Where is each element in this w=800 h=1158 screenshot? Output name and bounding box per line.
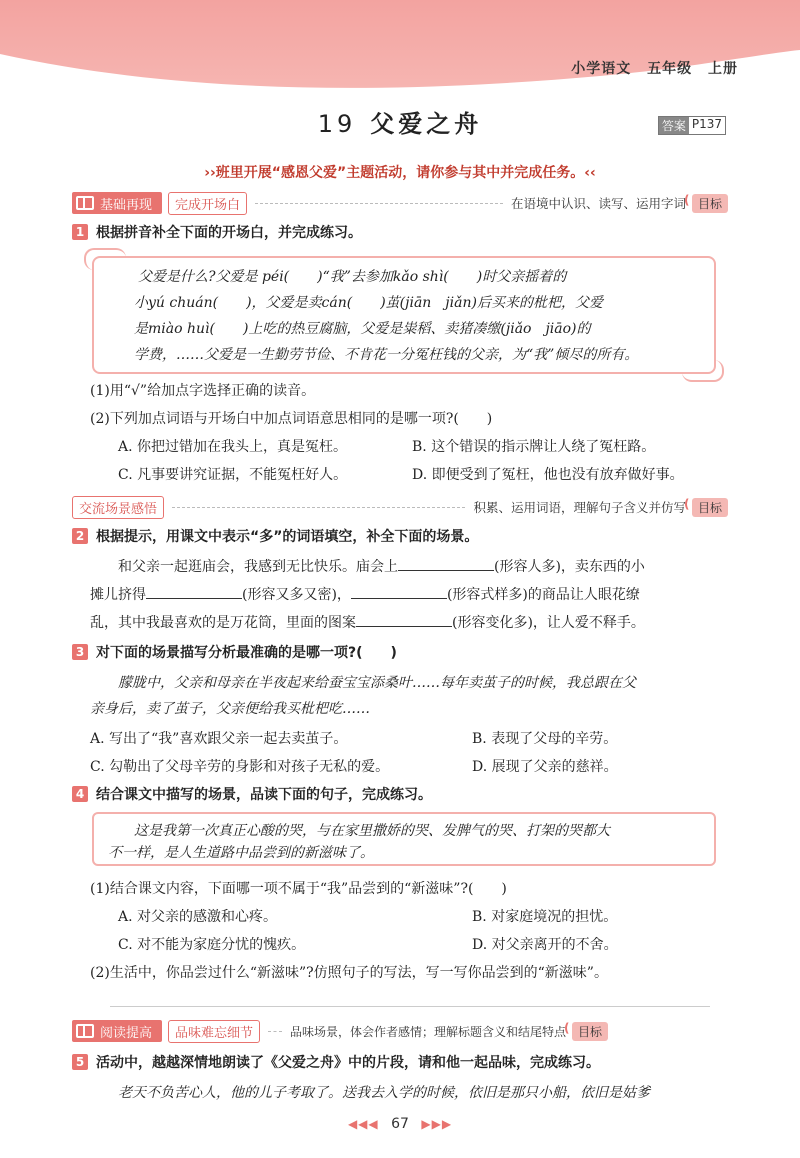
section-basics-goal: 在语境中认识、读写、运用字词 xyxy=(510,196,686,211)
option-a: A. 你把过错加在我头上，真是冤枉。 xyxy=(118,439,348,455)
fill-text: (形容又多又密)， xyxy=(242,587,351,603)
quote-line: 不一样，是人生道路中品尝到的新滋味了。 xyxy=(108,845,374,861)
section-reading xyxy=(72,1018,728,1044)
option-d: D. 即便受到了冤枉，他也没有放弃做好事。 xyxy=(412,467,684,483)
question-text: 根据拼音补全下面的开场白，并完成练习。 xyxy=(96,225,362,241)
question-text: 活动中，越越深情地朗读了《父爱之舟》中的片段，请和他一起品味，完成练习。 xyxy=(96,1055,600,1071)
passage-line: 小yú chuán( )，父爱是卖cán( )茧(jiān jiǎn)后买来的枇杷，父爱 xyxy=(134,295,603,311)
q5-passage: 老天不负苦心人，他的儿子考取了。送我去入学的时候，依旧是那只小船，依旧是姑爹 xyxy=(118,1085,650,1101)
right-arrows-icon: ▶▶▶ xyxy=(421,1117,453,1131)
option-d: D. 对父亲离开的不舍。 xyxy=(472,937,618,953)
answer-blank[interactable] xyxy=(351,584,447,599)
section-reading-tag xyxy=(72,1020,162,1042)
q4-sub-question-1: (1)结合课文内容，下面哪一项不属于“我”品尝到的“新滋味”?( ) xyxy=(90,881,507,897)
page-footer xyxy=(0,1116,800,1132)
question-number: 4 xyxy=(72,786,88,802)
goal-badge: ( 目标 xyxy=(572,1022,608,1041)
fill-text: 摊儿挤得 xyxy=(90,587,146,603)
answer-blank[interactable] xyxy=(356,612,452,627)
section-basics-tag xyxy=(72,192,162,214)
answer-blank[interactable] xyxy=(398,556,494,571)
q3-passage-line: 朦胧中，父亲和母亲在半夜起来给蚕宝宝添桑叶……每年卖茧子的时候，我总跟在父 xyxy=(118,675,636,691)
question-1-heading xyxy=(72,222,732,242)
section-basics-subtitle: 完成开场白 xyxy=(168,192,247,215)
subject-label: 小学语文 xyxy=(571,61,632,77)
option-c: C. 凡事要讲究证据，不能冤枉好人。 xyxy=(118,467,348,483)
left-arrows-icon: ◀◀◀ xyxy=(347,1117,379,1131)
passage-line: 父爱是什么?父爱是 péi( )“我”去参加kǎo shì( )时父亲摇着的 xyxy=(138,269,567,285)
lesson-name: 父爱之舟 xyxy=(370,110,483,138)
question-2-heading xyxy=(72,526,732,546)
quote-box xyxy=(92,812,716,866)
section-reading-subtitle: 品味难忘细节 xyxy=(168,1020,260,1043)
fill-text: (形容变化多)，让人爱不释手。 xyxy=(452,615,645,631)
passage-line: 是miào huì( )上吃的热豆腐脑，父爱是粜稻、卖猪凑缴(jiǎo jiāo)的 xyxy=(134,321,591,337)
goal-badge: ( 目标 xyxy=(692,498,728,517)
grade-label: 五年级 xyxy=(647,61,693,77)
divider xyxy=(172,507,465,508)
q1-sub-question-2: (2)下列加点词语与开场白中加点词语意思相同的是哪一项?( ) xyxy=(90,411,493,427)
page-number: 67 xyxy=(391,1116,409,1132)
question-4-heading xyxy=(72,784,732,804)
quote-line: 这是我第一次真正心酸的哭，与在家里撒娇的哭、发脾气的哭、打架的哭都大 xyxy=(134,823,610,839)
question-5-heading xyxy=(72,1052,732,1072)
lesson-number: 19 xyxy=(317,110,357,138)
section-scene-subtitle: 交流场景感悟 xyxy=(72,496,164,519)
question-number: 5 xyxy=(72,1054,88,1070)
divider xyxy=(268,1031,282,1032)
activity-intro: ››班里开展“感恩父爱”主题活动，请你参与其中并完成任务。‹‹ xyxy=(204,165,596,181)
option-d: D. 展现了父亲的慈祥。 xyxy=(472,759,618,775)
section-scene-goal: 积累、运用词语，理解句子含义并仿写 xyxy=(473,500,686,515)
option-a: A. 写出了“我”喜欢跟父亲一起去卖茧子。 xyxy=(90,731,348,747)
question-number: 1 xyxy=(72,224,88,240)
answer-label: 答案 xyxy=(659,117,689,134)
q2-line-1 xyxy=(118,556,645,576)
option-b: B. 表现了父母的辛劳。 xyxy=(472,731,618,747)
q2-line-2 xyxy=(90,584,640,604)
option-b: B. 对家庭境况的担忧。 xyxy=(472,909,618,925)
section-reading-title: 阅读提高 xyxy=(100,1025,153,1041)
fill-text: 和父亲一起逛庙会，我感到无比快乐。庙会上 xyxy=(118,559,398,575)
section-basics-title: 基础再现 xyxy=(100,197,153,213)
answer-blank[interactable] xyxy=(146,584,242,599)
q1-sub-question-1: (1)用“√”给加点字选择正确的读音。 xyxy=(90,383,316,399)
book-icon xyxy=(76,196,94,210)
fill-text: (形容式样多)的商品让人眼花缭 xyxy=(446,587,640,603)
question-text: 根据提示，用课文中表示“多”的词语填空，补全下面的场景。 xyxy=(96,529,479,545)
goal-badge: ( 目标 xyxy=(692,194,728,213)
opening-passage-scroll xyxy=(92,256,716,374)
answer-line[interactable] xyxy=(110,1006,710,1007)
section-scene xyxy=(72,494,728,520)
option-c: C. 对不能为家庭分忧的愧疚。 xyxy=(118,937,306,953)
section-reading-goal: 品味场景，体会作者感情；理解标题含义和结尾特点 xyxy=(290,1024,567,1039)
option-a: A. 对父亲的感激和心疼。 xyxy=(118,909,278,925)
answer-reference xyxy=(658,116,726,135)
q3-passage-line: 亲身后，卖了茧子，父亲便给我买枇杷吃…… xyxy=(90,701,370,717)
fill-text: (形容人多)，卖东西的小 xyxy=(494,559,645,575)
option-b: B. 这个错误的指示牌让人绕了冤枉路。 xyxy=(412,439,656,455)
passage-line: 学费，……父爱是一生勤劳节俭、不肯花一分冤枉钱的父亲，为“我”倾尽的所有。 xyxy=(134,347,639,363)
question-text: 结合课文中描写的场景，品读下面的句子，完成练习。 xyxy=(96,787,432,803)
question-3-heading xyxy=(72,642,732,662)
book-info xyxy=(561,58,738,78)
divider xyxy=(255,203,503,204)
answer-page: P137 xyxy=(691,117,722,131)
volume-label: 上册 xyxy=(708,61,738,77)
section-basics xyxy=(72,190,728,216)
question-number: 3 xyxy=(72,644,88,660)
question-text: 对下面的场景描写分析最准确的是哪一项?( ) xyxy=(96,645,397,661)
option-c: C. 勾勒出了父母辛劳的身影和对孩子无私的爱。 xyxy=(90,759,390,775)
q2-line-3 xyxy=(90,612,645,632)
q4-sub-question-2: (2)生活中，你品尝过什么“新滋味”?仿照句子的写法，写一写你品尝到的“新滋味”。 xyxy=(90,965,608,981)
fill-text: 乱，其中我最喜欢的是万花筒，里面的图案 xyxy=(90,615,356,631)
question-number: 2 xyxy=(72,528,88,544)
book-icon xyxy=(76,1024,94,1038)
